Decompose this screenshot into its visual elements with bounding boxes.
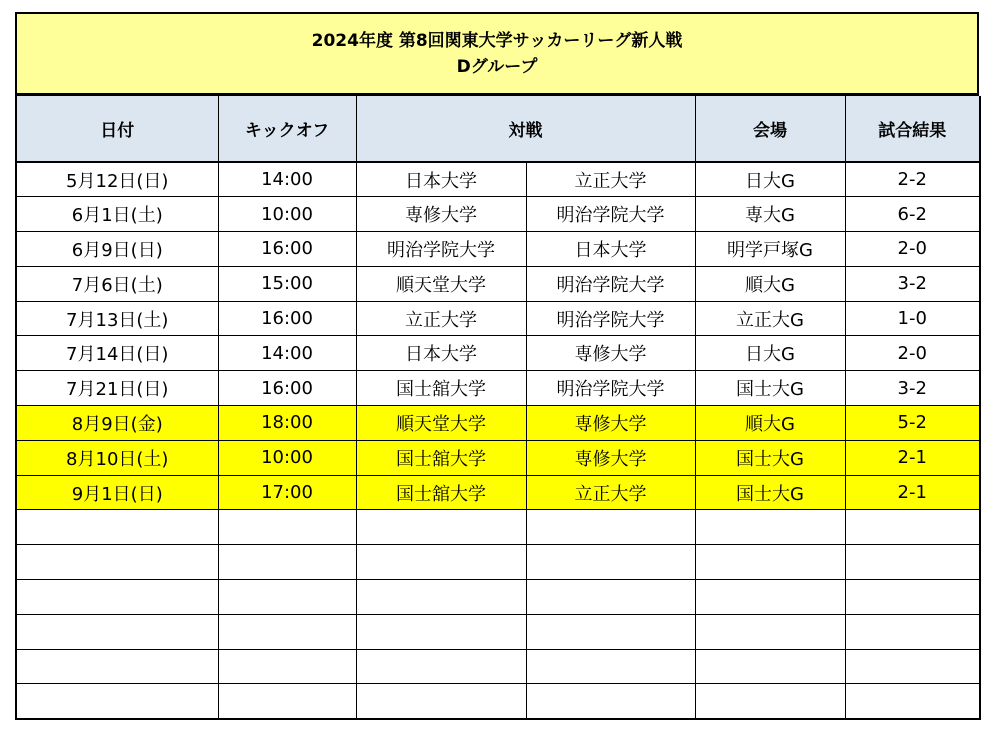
away-team-cell: 立正大学 <box>526 475 695 510</box>
empty-row <box>16 580 980 615</box>
venue-cell: 国士大G <box>695 371 845 406</box>
empty-cell <box>356 510 526 545</box>
match-table <box>15 96 981 720</box>
kickoff-cell: 16:00 <box>218 301 356 336</box>
date-cell: 8月9日(金) <box>16 406 218 441</box>
empty-cell <box>526 545 695 580</box>
empty-cell <box>845 510 980 545</box>
group-title: Dグループ <box>456 56 538 77</box>
header-date: 日付 <box>16 96 218 162</box>
home-team-cell: 順天堂大学 <box>356 266 526 301</box>
header-row <box>16 96 980 162</box>
date-cell: 8月10日(土) <box>16 440 218 475</box>
venue-cell: 立正大G <box>695 301 845 336</box>
empty-cell <box>845 580 980 615</box>
table-row <box>16 266 980 301</box>
table-row <box>16 232 980 267</box>
kickoff-cell: 14:00 <box>218 336 356 371</box>
schedule-sheet <box>15 12 979 720</box>
result-cell: 2-1 <box>845 475 980 510</box>
venue-cell: 明学戸塚G <box>695 232 845 267</box>
away-team-cell: 日本大学 <box>526 232 695 267</box>
home-team-cell: 国士舘大学 <box>356 371 526 406</box>
empty-cell <box>695 580 845 615</box>
table-row <box>16 440 980 475</box>
empty-cell <box>218 684 356 719</box>
empty-cell <box>16 580 218 615</box>
away-team-cell: 明治学院大学 <box>526 266 695 301</box>
home-team-cell: 国士舘大学 <box>356 440 526 475</box>
result-cell: 3-2 <box>845 266 980 301</box>
away-team-cell: 専修大学 <box>526 336 695 371</box>
empty-cell <box>218 649 356 684</box>
kickoff-cell: 16:00 <box>218 371 356 406</box>
empty-cell <box>845 545 980 580</box>
empty-cell <box>845 614 980 649</box>
kickoff-cell: 17:00 <box>218 475 356 510</box>
empty-cell <box>356 684 526 719</box>
empty-row <box>16 649 980 684</box>
kickoff-cell: 10:00 <box>218 197 356 232</box>
home-team-cell: 日本大学 <box>356 336 526 371</box>
empty-cell <box>356 649 526 684</box>
away-team-cell: 明治学院大学 <box>526 301 695 336</box>
result-cell: 2-0 <box>845 232 980 267</box>
away-team-cell: 立正大学 <box>526 162 695 197</box>
empty-cell <box>526 684 695 719</box>
header-match: 対戦 <box>356 96 695 162</box>
result-cell: 3-2 <box>845 371 980 406</box>
result-cell: 2-2 <box>845 162 980 197</box>
date-cell: 7月21日(日) <box>16 371 218 406</box>
table-row <box>16 301 980 336</box>
away-team-cell: 専修大学 <box>526 440 695 475</box>
empty-row <box>16 510 980 545</box>
kickoff-cell: 18:00 <box>218 406 356 441</box>
table-row <box>16 336 980 371</box>
venue-cell: 順大G <box>695 406 845 441</box>
venue-cell: 国士大G <box>695 440 845 475</box>
empty-cell <box>356 614 526 649</box>
result-cell: 1-0 <box>845 301 980 336</box>
empty-cell <box>16 649 218 684</box>
table-row <box>16 406 980 441</box>
empty-cell <box>845 684 980 719</box>
kickoff-cell: 10:00 <box>218 440 356 475</box>
match-rows <box>16 162 980 719</box>
empty-cell <box>695 545 845 580</box>
kickoff-cell: 14:00 <box>218 162 356 197</box>
away-team-cell: 明治学院大学 <box>526 371 695 406</box>
empty-row <box>16 614 980 649</box>
empty-cell <box>218 545 356 580</box>
home-team-cell: 国士舘大学 <box>356 475 526 510</box>
empty-cell <box>695 510 845 545</box>
empty-cell <box>16 614 218 649</box>
table-row <box>16 475 980 510</box>
home-team-cell: 日本大学 <box>356 162 526 197</box>
date-cell: 7月6日(土) <box>16 266 218 301</box>
empty-row <box>16 545 980 580</box>
result-cell: 2-0 <box>845 336 980 371</box>
venue-cell: 日大G <box>695 162 845 197</box>
empty-cell <box>16 684 218 719</box>
result-cell: 5-2 <box>845 406 980 441</box>
away-team-cell: 明治学院大学 <box>526 197 695 232</box>
header-result: 試合結果 <box>845 96 980 162</box>
empty-cell <box>695 614 845 649</box>
home-team-cell: 専修大学 <box>356 197 526 232</box>
header-venue: 会場 <box>695 96 845 162</box>
empty-cell <box>356 580 526 615</box>
empty-cell <box>16 545 218 580</box>
league-title: 2024年度 第8回関東大学サッカーリーグ新人戦 <box>311 30 683 51</box>
venue-cell: 日大G <box>695 336 845 371</box>
empty-cell <box>845 649 980 684</box>
empty-cell <box>218 580 356 615</box>
empty-cell <box>16 510 218 545</box>
venue-cell: 専大G <box>695 197 845 232</box>
empty-cell <box>695 684 845 719</box>
date-cell: 6月1日(土) <box>16 197 218 232</box>
table-row <box>16 162 980 197</box>
venue-cell: 国士大G <box>695 475 845 510</box>
date-cell: 5月12日(日) <box>16 162 218 197</box>
empty-cell <box>526 649 695 684</box>
date-cell: 6月9日(日) <box>16 232 218 267</box>
home-team-cell: 明治学院大学 <box>356 232 526 267</box>
home-team-cell: 順天堂大学 <box>356 406 526 441</box>
result-cell: 2-1 <box>845 440 980 475</box>
result-cell: 6-2 <box>845 197 980 232</box>
venue-cell: 順大G <box>695 266 845 301</box>
home-team-cell: 立正大学 <box>356 301 526 336</box>
date-cell: 7月14日(日) <box>16 336 218 371</box>
empty-cell <box>526 580 695 615</box>
empty-cell <box>356 545 526 580</box>
date-cell: 7月13日(土) <box>16 301 218 336</box>
kickoff-cell: 15:00 <box>218 266 356 301</box>
table-row <box>16 371 980 406</box>
empty-row <box>16 684 980 719</box>
empty-cell <box>218 510 356 545</box>
header-kickoff: キックオフ <box>218 96 356 162</box>
empty-cell <box>526 510 695 545</box>
empty-cell <box>695 649 845 684</box>
empty-cell <box>218 614 356 649</box>
empty-cell <box>526 614 695 649</box>
title-banner <box>15 12 979 96</box>
date-cell: 9月1日(日) <box>16 475 218 510</box>
away-team-cell: 専修大学 <box>526 406 695 441</box>
kickoff-cell: 16:00 <box>218 232 356 267</box>
table-row <box>16 197 980 232</box>
